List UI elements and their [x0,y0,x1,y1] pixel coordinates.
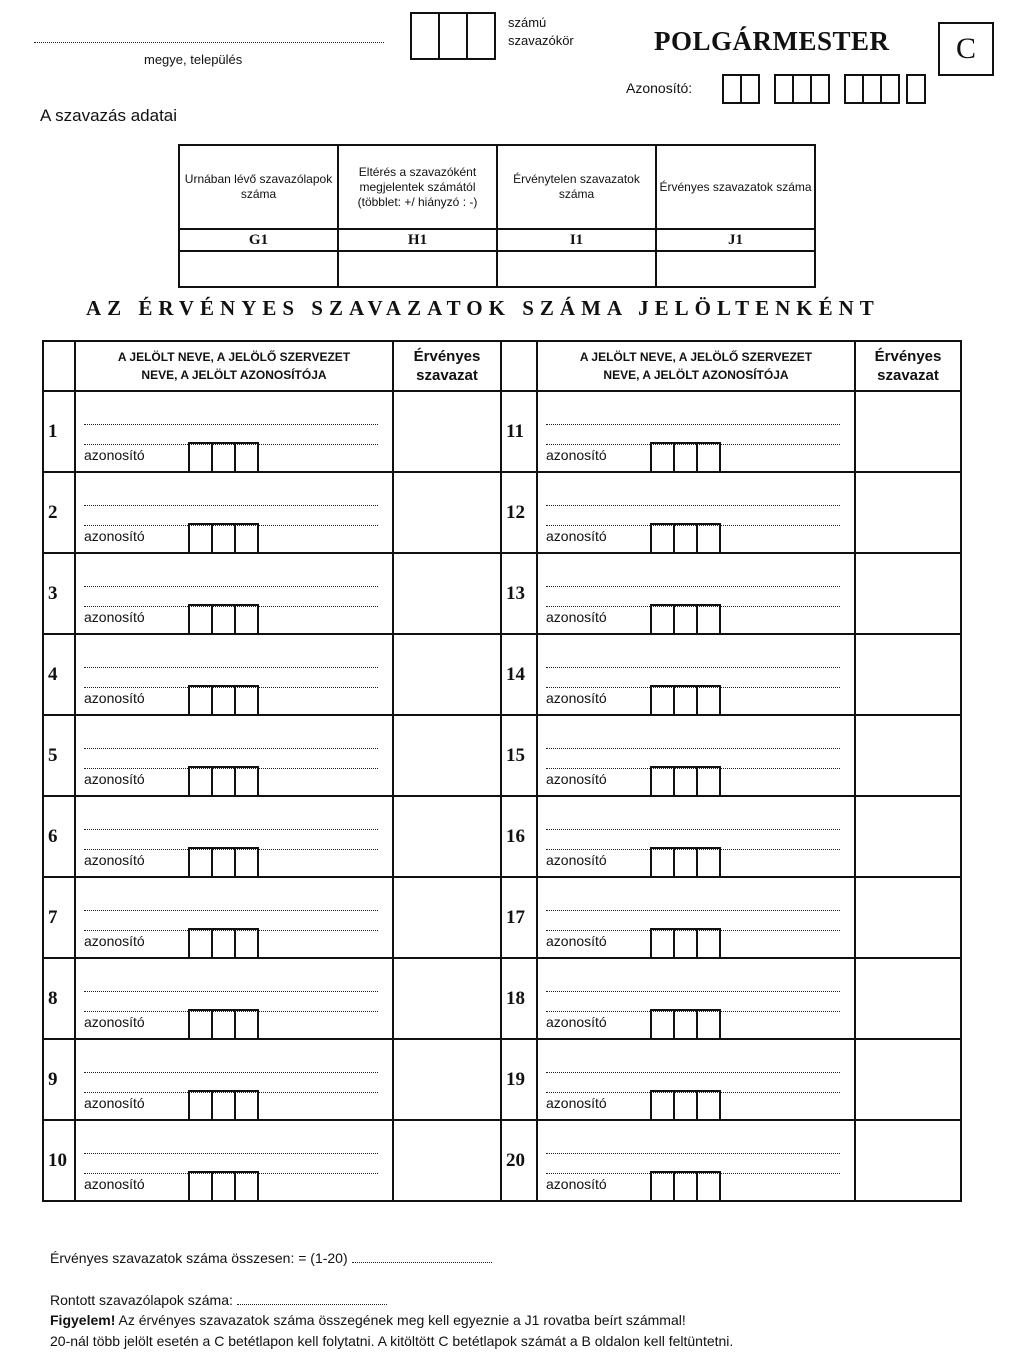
vote-header-line2: szavazat [877,367,939,384]
code-h1: H1 [338,229,497,251]
candidate-name-cell[interactable] [537,796,855,877]
digit-box[interactable] [864,76,882,102]
digit-box[interactable] [698,1173,719,1200]
digit-box[interactable] [213,1092,236,1119]
num-header-right [501,341,537,391]
candidate-name-cell[interactable] [75,715,393,796]
azonosito-small-label: azonosító [84,1176,145,1192]
candidate-id-boxes[interactable] [188,1009,259,1040]
row-number: 18 [501,958,537,1039]
row-number: 8 [43,958,75,1039]
candidate-name-cell[interactable] [75,553,393,634]
candidate-id-boxes[interactable] [188,685,259,716]
digit-box[interactable] [698,930,719,957]
row-number: 17 [501,877,537,958]
azonosito-label: Azonosító: [626,80,693,96]
candidate-name-cell[interactable] [537,391,855,472]
digit-box[interactable] [698,606,719,633]
digit-box[interactable] [698,525,719,552]
digit-box[interactable] [698,1092,719,1119]
code-g1: G1 [179,229,338,251]
digit-box[interactable] [190,1092,213,1119]
valid-votes-cell[interactable] [855,553,961,634]
candidate-row [43,877,961,958]
digit-box[interactable] [652,1092,675,1119]
name-header-line1: A JELÖLT NEVE, A JELÖLŐ SZERVEZET [117,350,351,364]
candidates-table [42,340,962,1202]
row-number: 3 [43,553,75,634]
azonosito-small-label: azonosító [546,771,607,787]
candidate-name-line[interactable] [546,819,840,830]
name-header-right [537,341,855,391]
azonosito-small-label: azonosító [84,447,145,463]
digit-box[interactable] [652,606,675,633]
digit-box[interactable] [698,768,719,795]
digit-box[interactable] [190,930,213,957]
digit-box[interactable] [812,76,828,102]
digit-box[interactable] [652,849,675,876]
row-number: 2 [43,472,75,553]
candidate-name-line[interactable] [84,900,378,911]
candidate-name-cell[interactable] [537,634,855,715]
row-number: 4 [43,634,75,715]
digit-box[interactable] [236,687,257,714]
row-number: 20 [501,1120,537,1201]
spoiled-ballots-field[interactable] [237,1292,387,1305]
digit-box[interactable] [698,444,719,471]
candidate-name-cell[interactable] [537,553,855,634]
candidate-id-boxes[interactable] [650,1171,721,1202]
digit-box[interactable] [190,1011,213,1038]
digit-box[interactable] [236,606,257,633]
candidate-name-cell[interactable] [537,877,855,958]
candidate-name-line[interactable] [84,819,378,830]
candidate-name-line[interactable] [546,1062,840,1073]
name-header-line1: A JELÖLT NEVE, A JELÖLŐ SZERVEZET [579,350,813,364]
digit-box[interactable] [675,849,698,876]
digit-box[interactable] [213,525,236,552]
digit-box[interactable] [190,768,213,795]
digit-box[interactable] [190,687,213,714]
candidate-name-line[interactable] [546,738,840,749]
szavazokor-text: szavazókör [508,33,574,48]
candidate-row [43,715,961,796]
row-number: 5 [43,715,75,796]
candidate-id-boxes[interactable] [650,1090,721,1121]
digit-box[interactable] [742,76,758,102]
spoiled-ballots-label: Rontott szavazólapok száma: [50,1292,233,1308]
digit-box[interactable] [213,444,236,471]
candidate-id-boxes[interactable] [650,847,721,878]
candidate-name-cell[interactable] [75,391,393,472]
vote-header-left [393,341,501,391]
valid-votes-cell[interactable] [855,877,961,958]
azonosito-small-label: azonosító [84,852,145,868]
candidate-name-line[interactable] [546,414,840,425]
candidate-name-line[interactable] [84,495,378,506]
candidate-name-line[interactable] [84,657,378,668]
valid-votes-cell[interactable] [393,796,501,877]
candidate-name-cell[interactable] [75,877,393,958]
form-letter-box: C [938,22,994,76]
valid-votes-cell[interactable] [855,391,961,472]
row-number: 12 [501,472,537,553]
name-header-line2: NEVE, A JELÖLT AZONOSÍTÓJA [141,368,327,382]
candidate-name-line[interactable] [546,495,840,506]
candidate-name-line[interactable] [84,1143,378,1154]
candidate-name-line[interactable] [546,657,840,668]
candidate-row [43,472,961,553]
azonosito-small-label: azonosító [84,1095,145,1111]
candidate-name-cell[interactable] [75,1039,393,1120]
candidate-name-cell[interactable] [75,958,393,1039]
summary-header-j1: Érvényes szavazatok száma [656,145,815,229]
summary-table [178,144,816,288]
digit-box[interactable] [213,1173,236,1200]
row-number: 14 [501,634,537,715]
digit-box[interactable] [190,606,213,633]
digit-box[interactable] [908,76,924,102]
candidate-row [43,1039,961,1120]
digit-box[interactable] [213,606,236,633]
digit-box[interactable] [652,1011,675,1038]
valid-votes-cell[interactable] [855,715,961,796]
summary-header-g1: Urnában lévő szavazólapok száma [179,145,338,229]
candidate-id-boxes[interactable] [188,1171,259,1202]
digit-box[interactable] [675,1173,698,1200]
digit-box[interactable] [675,525,698,552]
spoiled-ballots-line [50,1292,387,1308]
valid-votes-cell[interactable] [393,472,501,553]
candidate-id-boxes[interactable] [188,928,259,959]
azonosito-small-label: azonosító [84,528,145,544]
candidate-id-boxes[interactable] [188,604,259,635]
digit-box[interactable] [652,1173,675,1200]
digit-box[interactable] [236,1173,257,1200]
digit-box[interactable] [794,76,812,102]
candidate-name-line[interactable] [546,981,840,992]
digit-box[interactable] [213,930,236,957]
vote-header-line1: Érvényes [874,348,942,365]
row-number: 15 [501,715,537,796]
azonosito-small-label: azonosító [84,690,145,706]
candidate-name-cell[interactable] [75,634,393,715]
candidate-name-cell[interactable] [75,472,393,553]
digit-box[interactable] [213,1011,236,1038]
row-number: 16 [501,796,537,877]
row-number: 1 [43,391,75,472]
valid-votes-cell[interactable] [855,634,961,715]
digit-box[interactable] [236,849,257,876]
valid-votes-cell[interactable] [393,958,501,1039]
digit-box[interactable] [236,525,257,552]
azonosito-small-label: azonosító [84,771,145,787]
digit-box[interactable] [213,687,236,714]
num-header-left [43,341,75,391]
candidate-name-line[interactable] [546,1143,840,1154]
row-number: 10 [43,1120,75,1201]
digit-box[interactable] [675,930,698,957]
azonosito-boxes-group-4[interactable] [906,74,926,104]
digit-box[interactable] [652,930,675,957]
valid-votes-cell[interactable] [393,391,501,472]
candidate-name-line[interactable] [546,900,840,911]
azonosito-small-label: azonosító [546,1095,607,1111]
candidate-id-boxes[interactable] [188,1090,259,1121]
summary-header-h1: Eltérés a szavazóként megjelentek számától (többlet: +/ hiányzó : -) [338,145,497,229]
szamu-text: számú [508,15,547,30]
azonosito-small-label: azonosító [546,852,607,868]
digit-box[interactable] [236,444,257,471]
name-header-left [75,341,393,391]
digit-box[interactable] [213,849,236,876]
candidate-id-boxes[interactable] [650,442,721,473]
digit-box[interactable] [652,768,675,795]
azonosito-small-label: azonosító [546,1176,607,1192]
azonosito-small-label: azonosító [546,609,607,625]
candidate-name-line[interactable] [84,981,378,992]
candidate-name-cell[interactable] [537,472,855,553]
field-i1[interactable] [497,251,656,287]
field-j1[interactable] [656,251,815,287]
name-header-line2: NEVE, A JELÖLT AZONOSÍTÓJA [603,368,789,382]
azonosito-boxes-group-1[interactable] [722,74,760,104]
digit-box[interactable] [190,444,213,471]
digit-box[interactable] [412,14,440,58]
valid-votes-cell[interactable] [855,796,961,877]
azonosito-small-label: azonosító [546,528,607,544]
digit-box[interactable] [236,1011,257,1038]
total-valid-votes-field[interactable] [352,1250,492,1263]
candidate-name-cell[interactable] [75,1120,393,1201]
digit-box[interactable] [724,76,742,102]
azonosito-small-label: azonosító [546,933,607,949]
candidate-row [43,958,961,1039]
warning-text [50,1312,686,1328]
form-title: POLGÁRMESTER [654,26,890,56]
vote-header-line2: szavazat [416,367,478,384]
valid-votes-cell[interactable] [393,1039,501,1120]
warning-bold: Figyelem! [50,1312,116,1328]
digit-box[interactable] [698,687,719,714]
valid-votes-cell[interactable] [393,553,501,634]
digit-box[interactable] [236,768,257,795]
row-number: 19 [501,1039,537,1120]
digit-box[interactable] [675,444,698,471]
digit-box[interactable] [675,768,698,795]
candidate-name-line[interactable] [84,738,378,749]
section-label: A szavazás adatai [40,106,178,125]
digit-box[interactable] [776,76,794,102]
continuation-note: 20-nál több jelölt esetén a C betétlapon kell folytatni. A kitöltött C betétlapok számát a B oldalon kell feltüntetni. [50,1333,734,1349]
candidate-name-cell[interactable] [537,1120,855,1201]
candidate-row [43,796,961,877]
valid-votes-cell[interactable] [393,1120,501,1201]
candidate-id-boxes[interactable] [650,766,721,797]
code-i1: I1 [497,229,656,251]
row-number: 9 [43,1039,75,1120]
valid-votes-cell[interactable] [855,958,961,1039]
valid-votes-cell[interactable] [393,634,501,715]
candidates-title: AZ ÉRVÉNYES SZAVAZATOK SZÁMA JELÖLTENKÉNT [86,296,880,320]
digit-box[interactable] [652,687,675,714]
vote-header-right [855,341,961,391]
vote-header-line1: Érvényes [413,348,481,365]
row-number: 11 [501,391,537,472]
digit-box[interactable] [698,849,719,876]
azonosito-small-label: azonosító [84,609,145,625]
azonosito-small-label: azonosító [84,1014,145,1030]
candidate-row [43,1120,961,1201]
candidate-name-cell[interactable] [537,958,855,1039]
megye-telepules-label: megye, település [144,52,243,67]
row-number: 7 [43,877,75,958]
digit-box[interactable] [468,14,494,58]
candidate-row [43,553,961,634]
digit-box[interactable] [846,76,864,102]
candidate-name-cell[interactable] [537,1039,855,1120]
megye-telepules-field[interactable] [34,30,384,43]
azonosito-small-label: azonosító [84,933,145,949]
azonosito-small-label: azonosító [546,447,607,463]
candidate-id-boxes[interactable] [650,523,721,554]
candidate-id-boxes[interactable] [650,928,721,959]
digit-box[interactable] [213,768,236,795]
azonosito-small-label: azonosító [546,690,607,706]
total-valid-votes-label: Érvényes szavazatok száma összesen: = (1-20) [50,1250,348,1266]
azonosito-small-label: azonosító [546,1014,607,1030]
candidate-name-line[interactable] [546,576,840,587]
candidate-id-boxes[interactable] [188,442,259,473]
digit-box[interactable] [675,1092,698,1119]
candidate-id-boxes[interactable] [650,604,721,635]
valid-votes-cell[interactable] [393,715,501,796]
warning-body: Az érvényes szavazatok száma összegének meg kell egyeznie a J1 rovatba beírt számmal! [115,1312,686,1328]
candidate-row [43,634,961,715]
field-h1[interactable] [338,251,497,287]
valid-votes-cell[interactable] [855,1039,961,1120]
candidate-name-cell[interactable] [75,796,393,877]
code-j1: J1 [656,229,815,251]
digit-box[interactable] [698,1011,719,1038]
candidate-id-boxes[interactable] [650,1009,721,1040]
summary-header-i1: Érvénytelen szavazatok száma [497,145,656,229]
digit-box[interactable] [675,606,698,633]
candidate-id-boxes[interactable] [650,685,721,716]
candidate-name-line[interactable] [84,1062,378,1073]
digit-box[interactable] [440,14,468,58]
szavazokor-number-boxes[interactable] [410,12,496,60]
candidate-name-line[interactable] [84,576,378,587]
digit-box[interactable] [236,930,257,957]
candidate-row [43,391,961,472]
candidate-id-boxes[interactable] [188,766,259,797]
azonosito-boxes-group-2[interactable] [774,74,830,104]
row-number: 13 [501,553,537,634]
valid-votes-cell[interactable] [855,472,961,553]
digit-box[interactable] [675,687,698,714]
szavazokor-label [508,14,574,50]
digit-box[interactable] [190,849,213,876]
digit-box[interactable] [190,525,213,552]
digit-box[interactable] [675,1011,698,1038]
azonosito-boxes-group-3[interactable] [844,74,900,104]
digit-box[interactable] [236,1092,257,1119]
total-valid-votes-line [50,1250,492,1266]
candidate-name-cell[interactable] [537,715,855,796]
candidate-name-line[interactable] [84,414,378,425]
candidate-id-boxes[interactable] [188,523,259,554]
digit-box[interactable] [652,525,675,552]
row-number: 6 [43,796,75,877]
valid-votes-cell[interactable] [393,877,501,958]
field-g1[interactable] [179,251,338,287]
digit-box[interactable] [190,1173,213,1200]
candidate-id-boxes[interactable] [188,847,259,878]
digit-box[interactable] [882,76,898,102]
valid-votes-cell[interactable] [855,1120,961,1201]
digit-box[interactable] [652,444,675,471]
